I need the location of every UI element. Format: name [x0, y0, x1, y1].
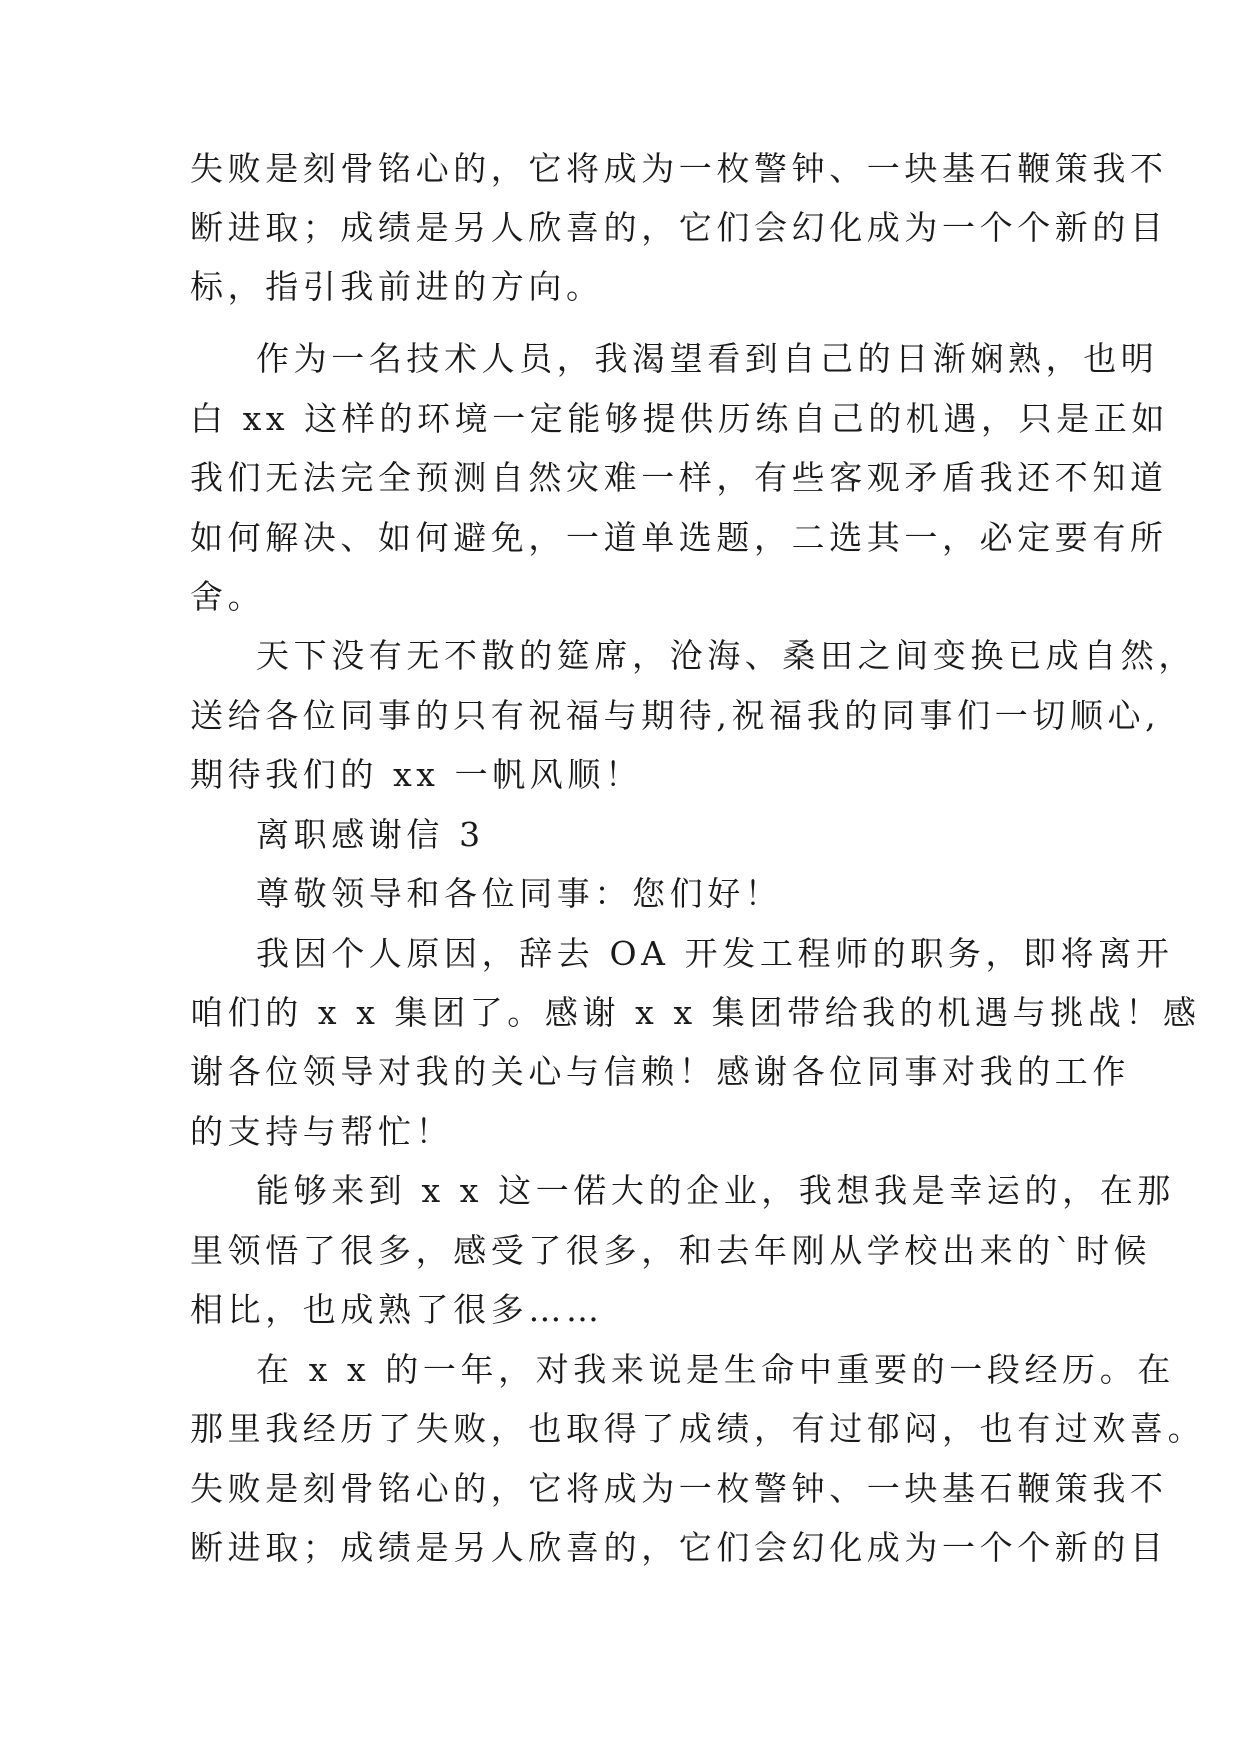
text-line: 失败是刻骨铭心的，它将成为一枚警钟、一块基石鞭策我不 — [190, 149, 1168, 188]
section-heading: 离职感谢信 3 — [256, 815, 485, 854]
text-line: 期待我们的 xx 一帆风顺！ — [190, 755, 643, 794]
text-line: 谢各位领导对我的关心与信赖！感谢各位同事对我的工作 — [190, 1052, 1130, 1091]
text-line: 在 x x 的一年，对我来说是生命中重要的一段经历。在 — [256, 1350, 1175, 1389]
text-line: 白 xx 这样的环境一定能够提供历练自己的机遇，只是正如 — [190, 399, 1170, 438]
text-line: 断进取；成绩是另人欣喜的，它们会幻化成为一个个新的目 — [190, 208, 1168, 247]
text-line: 咱们的 x x 集团了。感谢 x x 集团带给我的机遇与挑战！感 — [190, 993, 1201, 1032]
text-line: 送给各位同事的只有祝福与期待,祝福我的同事们一切顺心, — [190, 696, 1161, 735]
text-line: 标，指引我前进的方向。 — [190, 267, 604, 306]
text-line: 那里我经历了失败，也取得了成绩，有过郁闷，也有过欢喜。 — [190, 1409, 1206, 1448]
text-line: 失败是刻骨铭心的，它将成为一枚警钟、一块基石鞭策我不 — [190, 1469, 1168, 1508]
text-line: 天下没有无不散的筵席，沧海、桑田之间变换已成自然， — [256, 636, 1196, 675]
text-line: 能够来到 x x 这一偌大的企业，我想我是幸运的，在那 — [256, 1171, 1175, 1210]
salutation: 尊敬领导和各位同事：您们好！ — [256, 874, 783, 913]
text-line: 里领悟了很多，感受了很多，和去年刚从学校出来的`时候 — [190, 1231, 1152, 1270]
text-line: 舍。 — [190, 577, 266, 616]
text-line: 作为一名技术人员，我渴望看到自己的日渐娴熟，也明 — [256, 339, 1159, 378]
text-line: 我们无法完全预测自然灾难一样，有些客观矛盾我还不知道 — [190, 458, 1168, 497]
text-line: 如何解决、如何避免，一道单选题，二选其一，必定要有所 — [190, 518, 1168, 557]
text-line: 相比，也成熟了很多…… — [190, 1290, 604, 1329]
text-line: 的支持与帮忙！ — [190, 1112, 454, 1151]
text-line: 断进取；成绩是另人欣喜的，它们会幻化成为一个个新的目 — [190, 1528, 1168, 1567]
text-line: 我因个人原因，辞去 OA 开发工程师的职务，即将离开 — [256, 934, 1174, 973]
